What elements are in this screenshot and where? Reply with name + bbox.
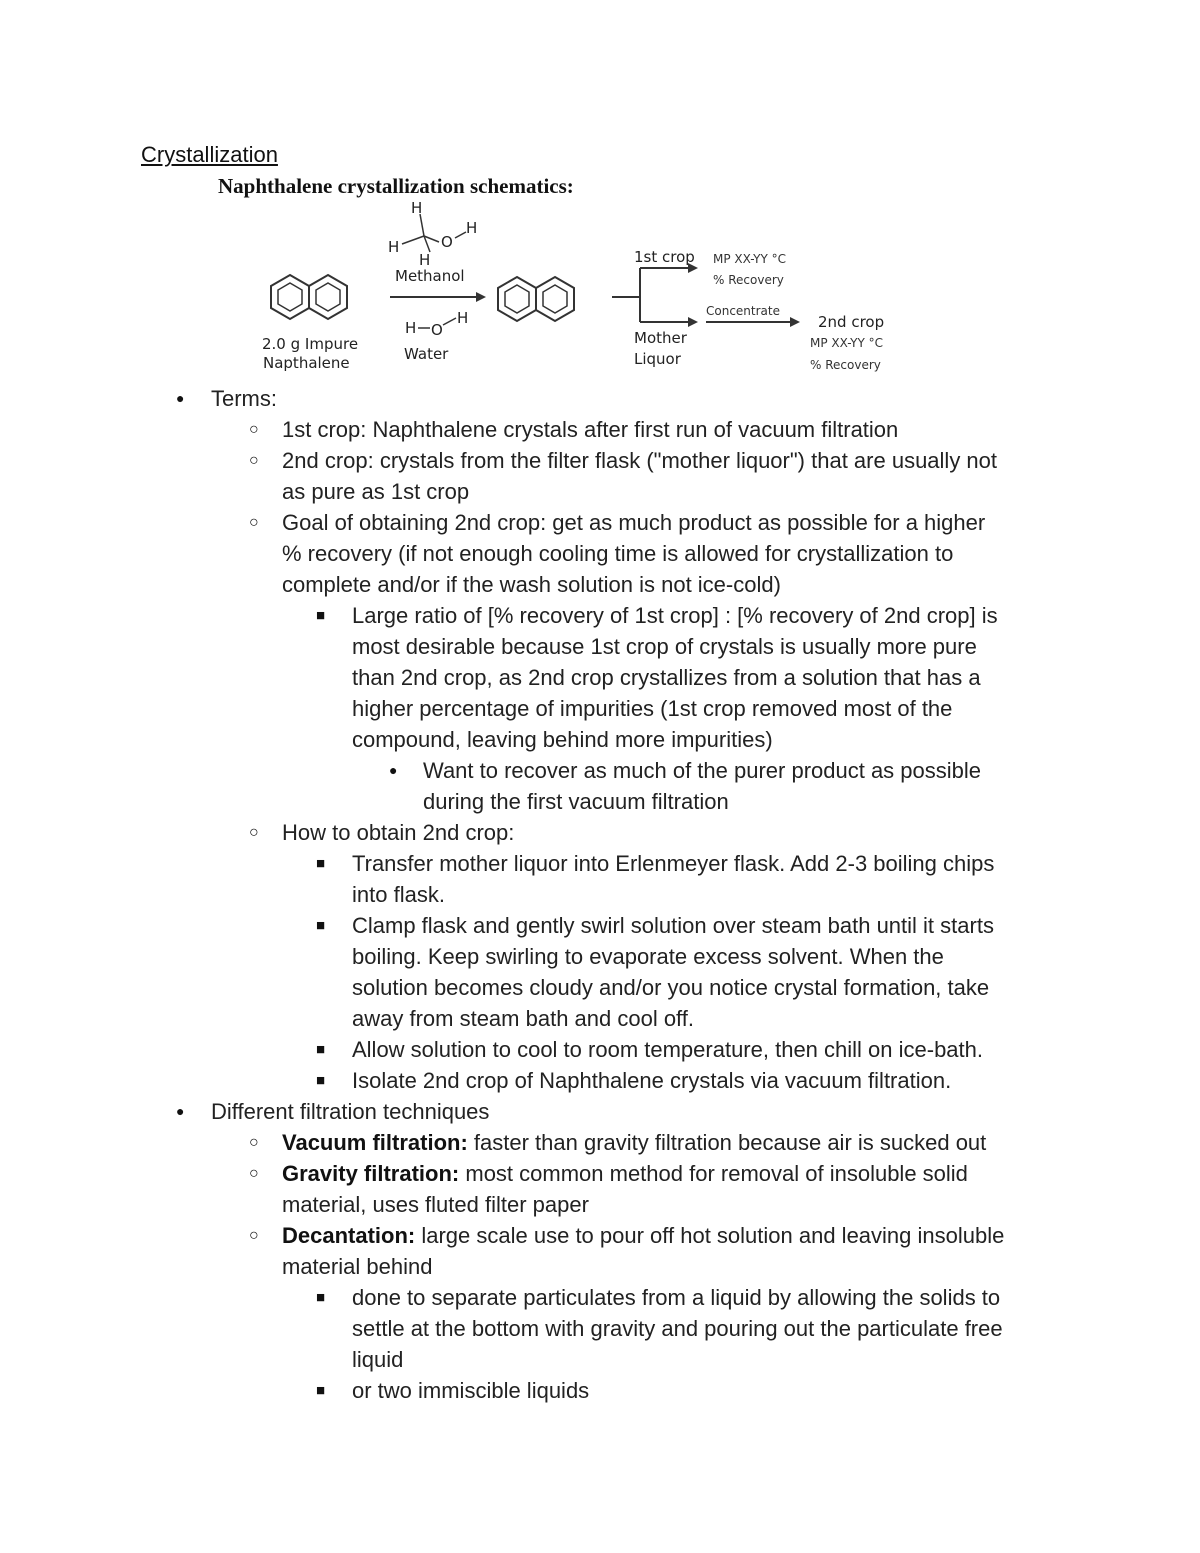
list-item-text: as pure as 1st crop xyxy=(282,479,470,504)
list-item xyxy=(0,755,1200,786)
methanol-h-right: H xyxy=(466,219,478,237)
list-item-text: most desirable because 1st crop of crystals is usually more pure xyxy=(352,634,977,659)
bullet-marker: ■ xyxy=(316,607,326,624)
list-item-text: into flask. xyxy=(352,882,445,907)
start-label-line2: Napthalene xyxy=(263,354,350,372)
list-item xyxy=(0,569,1200,600)
list-item-text: Terms: xyxy=(211,386,277,411)
bullet-marker: ○ xyxy=(249,1165,259,1182)
list-item-text: most common method for removal of insoluble solid xyxy=(459,1161,968,1186)
list-item xyxy=(0,414,1200,445)
bullet-marker: ■ xyxy=(316,1072,326,1089)
water-o: O xyxy=(431,321,443,339)
list-item-text: large scale use to pour off hot solution and leaving insoluble xyxy=(415,1223,1005,1248)
mother-arrowhead xyxy=(688,317,698,327)
list-item xyxy=(0,600,1200,631)
list-item-text: Goal of obtaining 2nd crop: get as much product as possible for a higher xyxy=(282,510,986,535)
list-item-text: Transfer mother liquor into Erlenmeyer flask. Add 2-3 boiling chips xyxy=(352,851,995,876)
bullet-marker: ○ xyxy=(249,824,259,841)
list-item-text: complete and/or if the wash solution is not ice-cold) xyxy=(282,572,781,597)
bullet-marker: ● xyxy=(389,762,398,778)
bullet-marker: ○ xyxy=(249,421,259,438)
methanol-h-bottom: H xyxy=(419,251,431,269)
list-item-text: Want to recover as much of the purer product as possible xyxy=(423,758,982,783)
bullet-marker: ○ xyxy=(249,1227,259,1244)
list-item xyxy=(0,383,1200,414)
naphthalene-structure-start xyxy=(271,275,347,319)
list-item-text: Different filtration techniques xyxy=(211,1099,490,1124)
methanol-label: Methanol xyxy=(395,267,465,285)
bullet-marker: ● xyxy=(176,1103,185,1119)
notes-list xyxy=(0,383,1200,1406)
list-item xyxy=(0,1375,1200,1406)
list-item-text: % recovery (if not enough cooling time is allowed for crystallization to xyxy=(282,541,954,566)
concentrate-label: Concentrate xyxy=(706,304,780,318)
list-item-text: Large ratio of [% recovery of 1st crop] : [% recovery of 2nd crop] is xyxy=(352,603,998,628)
list-item xyxy=(0,879,1200,910)
list-item xyxy=(0,631,1200,662)
crop2-label: 2nd crop xyxy=(818,313,885,331)
start-label-line1: 2.0 g Impure xyxy=(262,335,359,353)
list-item-text: 1st crop: Naphthalene crystals after first run of vacuum filtration xyxy=(282,417,899,442)
list-item-text: solution becomes cloudy and/or you notice crystal formation, take xyxy=(352,975,990,1000)
list-item xyxy=(0,1096,1200,1127)
bullet-marker: ■ xyxy=(316,1382,326,1399)
list-item-text: done to separate particulates from a liquid by allowing the solids to xyxy=(352,1285,1001,1310)
scheme-title: Naphthalene crystallization schematics: xyxy=(218,174,574,198)
water-h-right: H xyxy=(457,309,469,327)
list-item-text: Clamp flask and gently swirl solution over steam bath until it starts xyxy=(352,913,994,938)
term-label: Gravity filtration: xyxy=(282,1161,460,1186)
list-item xyxy=(0,507,1200,538)
list-item xyxy=(0,476,1200,507)
list-item xyxy=(0,1220,1200,1251)
list-item xyxy=(0,1282,1200,1313)
list-item-text: settle at the bottom with gravity and pouring out the particulate free xyxy=(352,1316,1003,1341)
crop1-label: 1st crop xyxy=(634,248,695,266)
list-item xyxy=(0,1313,1200,1344)
mother-label-line2: Liquor xyxy=(634,350,681,368)
mother-label-line1: Mother xyxy=(634,329,687,347)
list-item xyxy=(0,445,1200,476)
crop1-mp: MP XX-YY °C xyxy=(713,252,787,266)
bullet-marker: ■ xyxy=(316,1289,326,1306)
bullet-marker: ■ xyxy=(316,917,326,934)
bullet-marker: ○ xyxy=(249,452,259,469)
bullet-marker: ■ xyxy=(316,1041,326,1058)
page-title: Crystallization xyxy=(141,142,278,167)
list-item-text: away from steam bath and cool off. xyxy=(352,1006,694,1031)
list-item xyxy=(0,538,1200,569)
list-item xyxy=(0,817,1200,848)
list-item xyxy=(0,1034,1200,1065)
crop2-recovery: % Recovery xyxy=(810,358,881,372)
bullet-marker: ■ xyxy=(316,855,326,872)
list-item xyxy=(0,910,1200,941)
list-item-text: during the first vacuum filtration xyxy=(423,789,729,814)
methanol-h-top: H xyxy=(411,199,423,217)
list-item xyxy=(0,724,1200,755)
list-item xyxy=(0,1189,1200,1220)
term-label: Decantation: xyxy=(282,1223,416,1248)
list-item xyxy=(0,662,1200,693)
list-item xyxy=(0,786,1200,817)
list-item xyxy=(0,1003,1200,1034)
list-item xyxy=(0,1158,1200,1189)
list-item xyxy=(0,941,1200,972)
crop2-mp: MP XX-YY °C xyxy=(810,336,884,350)
list-item-text: Isolate 2nd crop of Naphthalene crystals via vacuum filtration. xyxy=(352,1068,952,1093)
list-item-text: material, uses fluted filter paper xyxy=(282,1192,589,1217)
list-item xyxy=(0,1251,1200,1282)
methanol-structure xyxy=(402,214,466,252)
methanol-o: O xyxy=(441,233,453,251)
bullet-marker: ○ xyxy=(249,514,259,531)
list-item-text: than 2nd crop, as 2nd crop crystallizes from a solution that has a xyxy=(352,665,981,690)
list-item-text: material behind xyxy=(282,1254,433,1279)
list-item-text: Allow solution to cool to room temperature, then chill on ice-bath. xyxy=(352,1037,983,1062)
crystallization-scheme xyxy=(0,0,1200,385)
concentrate-arrowhead xyxy=(790,317,800,327)
term-label: Vacuum filtration: xyxy=(282,1130,468,1155)
reaction-arrowhead xyxy=(476,292,486,302)
list-item xyxy=(0,693,1200,724)
methanol-h-left: H xyxy=(388,238,400,256)
crop1-recovery: % Recovery xyxy=(713,273,784,287)
list-item xyxy=(0,848,1200,879)
water-label: Water xyxy=(404,345,449,363)
list-item xyxy=(0,1127,1200,1158)
list-item-text: faster than gravity filtration because air is sucked out xyxy=(467,1130,987,1155)
list-item-text: or two immiscible liquids xyxy=(352,1378,590,1403)
list-item-text: compound, leaving behind more impurities) xyxy=(352,727,773,752)
list-item-text: How to obtain 2nd crop: xyxy=(282,820,515,845)
bullet-marker: ○ xyxy=(249,1134,259,1151)
list-item xyxy=(0,1065,1200,1096)
naphthalene-structure-product xyxy=(498,277,574,321)
list-item-text: boiling. Keep swirling to evaporate excess solvent. When the xyxy=(352,944,944,969)
bullet-marker: ● xyxy=(176,390,185,406)
list-item-text: 2nd crop: crystals from the filter flask ("mother liquor") that are usually not xyxy=(282,448,998,473)
list-item-text: higher percentage of impurities (1st crop removed most of the xyxy=(352,696,953,721)
list-item-text: liquid xyxy=(352,1347,404,1372)
list-item xyxy=(0,1344,1200,1375)
water-h-left: H xyxy=(405,319,417,337)
list-item xyxy=(0,972,1200,1003)
